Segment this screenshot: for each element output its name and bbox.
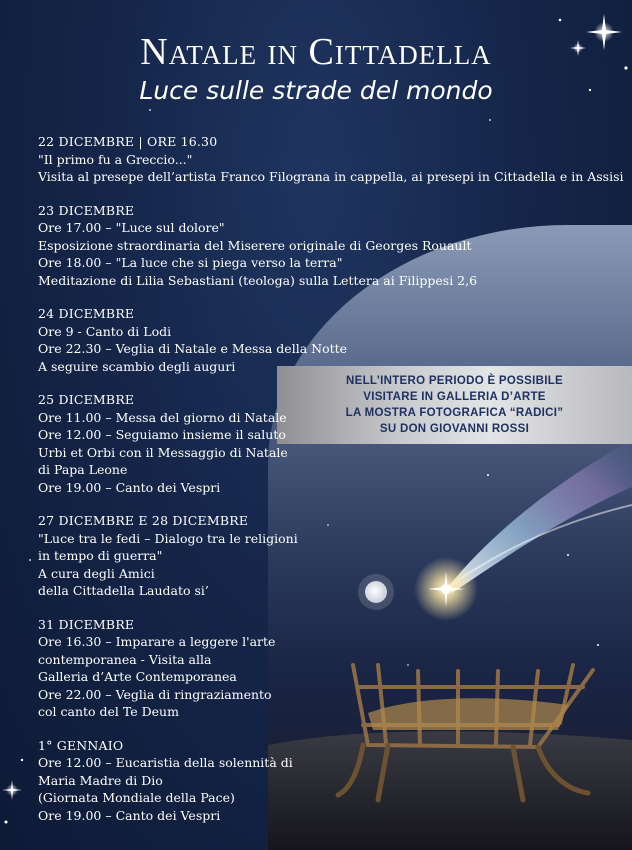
schedule-date: 24 DICEMBRE [38,306,135,321]
schedule-line: Ore 9 - Canto di Lodi [38,323,172,339]
schedule-line: Visita al presepe dell’artista Franco Filograna in cappella, ai presepi in Cittadella e in Assisi [38,169,624,184]
schedule-line: Meditazione di Lilia Sebastiani (teologa) sulla Lettera ai Filippesi 2,6 [38,272,478,288]
schedule-line: Galleria d’Arte Contemporanea [38,669,237,684]
schedule-line: Ore 19.00 – Canto dei Vespri [38,807,221,823]
schedule-date: 22 DICEMBRE | ORE 16.30 [38,134,218,149]
schedule-line: "Il primo fu a Greccio..." [38,151,193,167]
schedule-line: Urbi et Orbi con il Messaggio di Natale [38,444,288,460]
schedule-line: col canto del Te Deum [38,704,179,719]
schedule-line: Ore 22.00 – Veglia di ringraziamento [38,686,272,702]
page-title: Natale in Cittadella [140,31,492,73]
schedule-line: (Giornata Mondiale della Pace) [38,790,235,805]
schedule-date: 23 DICEMBRE [38,202,135,218]
banner-line: SU DON GIOVANNI ROSSI [379,423,530,435]
schedule-day [38,391,608,496]
banner-line: VISITARE IN GALLERIA D’ARTE [363,391,546,403]
schedule-date: 25 DICEMBRE [38,392,135,407]
schedule-date: 27 DICEMBRE E 28 DICEMBRE [38,513,249,528]
schedule-date: 1° GENNAIO [38,737,124,753]
schedule-line: Ore 12.00 – Seguiamo insieme il saluto [38,427,286,442]
schedule-line: A seguire scambio degli auguri [38,358,236,374]
schedule-day [38,512,608,600]
schedule-line: Maria Madre di Dio [38,772,163,788]
header [0,30,632,108]
schedule-day [38,202,608,290]
schedule-line: della Cittadella Laudato si’ [38,583,209,598]
schedule-line: Ore 11.00 – Messa del giorno di Natale [38,409,287,425]
schedule-line: contemporanea - Visita alla [38,651,212,667]
schedule-line: Ore 19.00 – Canto dei Vespri [38,479,221,495]
schedule-date: 31 DICEMBRE [38,616,135,632]
schedule-line: Ore 16.30 – Imparare a leggere l'arte [38,634,276,649]
schedule-line: Ore 17.00 – "Luce sul dolore" [38,220,225,235]
banner-line: LA MOSTRA FOTOGRAFICA “RADICI” [345,407,564,419]
schedule-line: Esposizione straordinaria del Miserere originale di Georges Rouault [38,237,472,253]
schedule-line: di Papa Leone [38,462,128,477]
schedule-line: "Luce tra le fedi – Dialogo tra le religioni [38,530,298,546]
schedule-day [38,737,608,825]
schedule-line: Ore 12.00 – Eucaristia della solennità di [38,755,293,770]
schedule-line: in tempo di guerra" [38,548,163,563]
schedule-day [38,305,608,375]
banner-line: NELL’INTERO PERIODO È POSSIBILE [346,375,563,387]
event-schedule [38,133,624,840]
schedule-day [38,616,608,721]
schedule-line: A cura degli Amici [38,565,155,581]
schedule-line: Ore 22.30 – Veglia di Natale e Messa della Notte [38,341,348,356]
schedule-line: Ore 18.00 – "La luce che si piega verso la terra" [38,255,343,270]
page-subtitle: Luce sulle strade del mondo [139,76,493,105]
schedule-day [38,133,624,186]
